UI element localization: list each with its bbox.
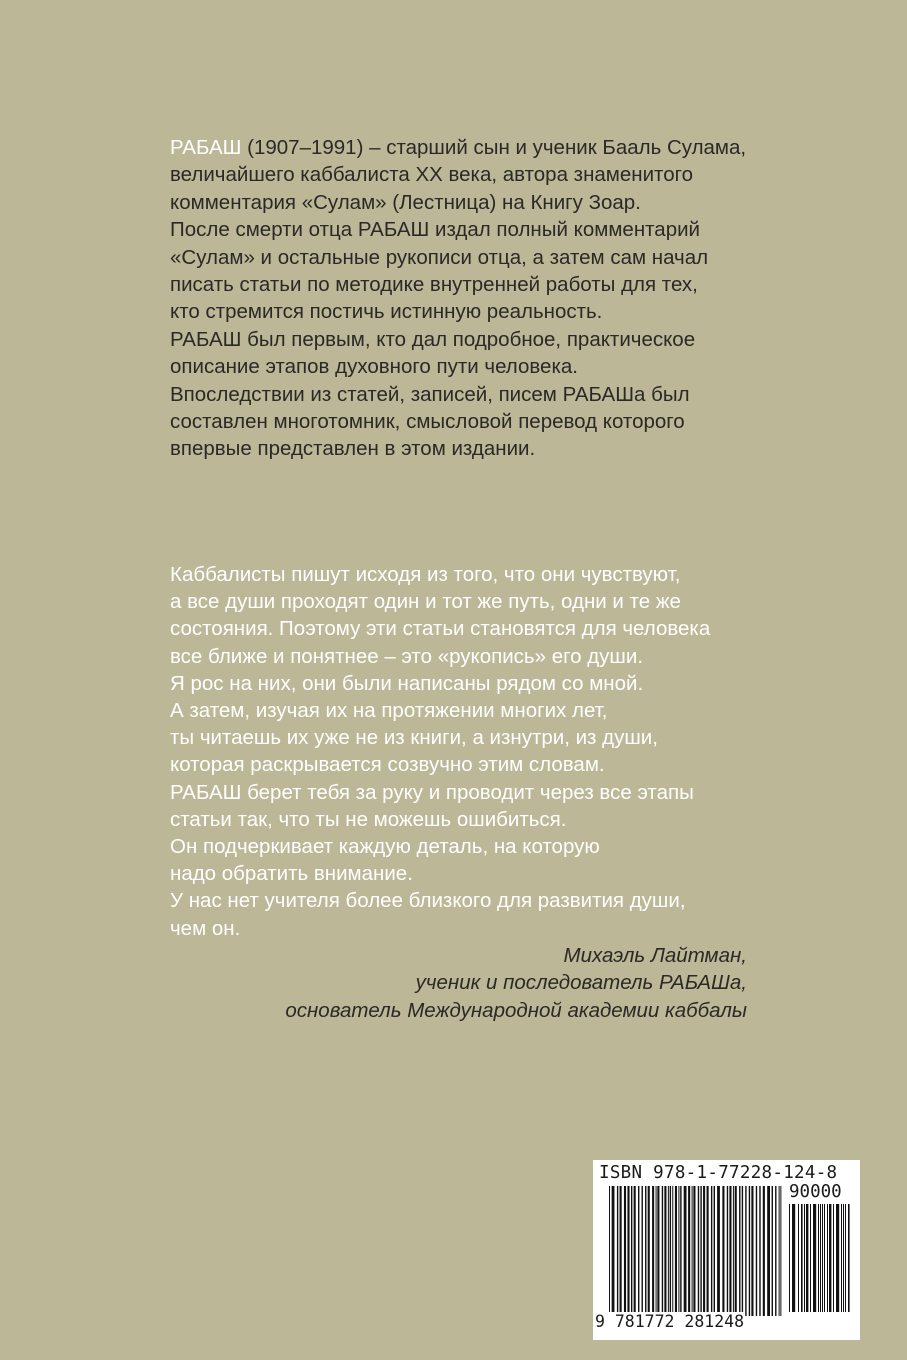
quote-line: состояния. Поэтому эти статьи становятся для человека (170, 617, 711, 641)
barcode-bar (612, 1186, 615, 1316)
barcode-bar (756, 1186, 757, 1316)
barcode-bar (804, 1204, 805, 1312)
barcode-bar (700, 1186, 701, 1316)
barcode-bar (843, 1204, 844, 1312)
barcode-bar (833, 1204, 834, 1312)
barcode-bar (848, 1204, 850, 1312)
barcode-bar (707, 1186, 709, 1316)
quote-line: чем он. (170, 916, 241, 940)
barcode-bar (627, 1186, 629, 1316)
barcode-bar (670, 1186, 671, 1316)
quote-line: Я рос на них, они были написаны рядом со мной. (170, 671, 644, 695)
barcode-bar (648, 1186, 650, 1316)
quote-line: все ближе и понятнее – это «рукопись» его души. (170, 644, 644, 668)
barcode-bar (779, 1186, 780, 1316)
isbn-number: ISBN 978-1-77228-124-8 (599, 1163, 838, 1183)
bio-line-2: величайшего каббалиста XX века, автора знаменитого (170, 163, 694, 187)
isbn-barcode (593, 1160, 860, 1340)
barcode-bar (841, 1204, 842, 1312)
barcode-bar (634, 1186, 636, 1316)
barcode-bar (806, 1204, 808, 1312)
barcode-bar (645, 1186, 646, 1316)
quote-line: У нас нет учителя более близкого для развития души, (170, 889, 686, 913)
bio-line-12: впервые представлен в этом издании. (170, 437, 536, 461)
bio-line-9: описание этапов духовного пути человека. (170, 355, 578, 379)
barcode-bar (638, 1186, 639, 1316)
barcode-bar (714, 1186, 715, 1316)
quote-signature (147, 942, 747, 1024)
barcode-bar (680, 1186, 681, 1316)
barcode-bar (652, 1186, 654, 1316)
barcode-bar (792, 1204, 795, 1312)
quote-line: которая раскрывается созвучно этим словам. (170, 753, 605, 777)
barcode-bar (698, 1186, 699, 1316)
barcode-bar (824, 1204, 825, 1312)
quote-block (170, 561, 790, 942)
quote-line: Каббалисты пишут исходя из того, что они чувствуют, (170, 563, 681, 586)
barcode-bar (656, 1186, 657, 1316)
bio-line-8: РАБАШ был первым, кто дал подробное, практическое (170, 327, 696, 351)
quote-line: РАБАШ берет тебя за руку и проводит через все этапы (170, 780, 694, 804)
barcode-bar (727, 1186, 728, 1316)
barcode-bar (745, 1186, 746, 1316)
barcode-bar (729, 1186, 731, 1316)
barcode-bar (810, 1204, 811, 1312)
barcode-bar (775, 1186, 776, 1316)
barcode-bar (733, 1186, 734, 1316)
barcode-bar (642, 1186, 643, 1316)
bio-line-6: писать статьи по методике внутренней работы для тех, (170, 273, 698, 297)
barcode-bar (668, 1186, 669, 1316)
signature-name: Михаэль Лайтман, (563, 944, 747, 967)
barcode-bar (657, 1186, 659, 1316)
barcode-bar (631, 1186, 632, 1316)
barcode-bar (609, 1186, 610, 1316)
barcode-bar (767, 1186, 770, 1316)
barcode-bar (739, 1186, 740, 1316)
barcode-bar (742, 1186, 743, 1316)
barcode-bar (735, 1186, 737, 1316)
author-bio (170, 134, 790, 463)
barcode-bar (751, 1186, 753, 1316)
addon-barcode-bars (789, 1204, 851, 1312)
barcode-bar (759, 1186, 760, 1316)
bio-line-1-rest: (1907–1991) – старший сын и ученик Бааль Сулама, (241, 136, 747, 159)
quote-line: статьи так, что ты не можешь ошибиться. (170, 807, 567, 831)
bio-line-1 (170, 134, 790, 161)
barcode-bar (818, 1204, 819, 1312)
quote-line: ты читаешь их уже не из книги, а изнутри, из души, (170, 726, 658, 750)
bio-line-5: «Сулам» и остальные рукописи отца, а затем сам начал (170, 245, 709, 269)
barcode-bar (617, 1186, 618, 1316)
bio-line-7: кто стремится постичь истинную реальность. (170, 300, 603, 324)
quote-line: А затем, изучая их на протяжении многих лет, (170, 699, 608, 723)
barcode-bar (789, 1204, 790, 1312)
barcode-bar (801, 1204, 803, 1312)
barcode-bar (749, 1186, 750, 1316)
barcode-addon-number: 90000 (789, 1182, 842, 1202)
barcode-bar (836, 1204, 839, 1312)
bio-line-3: комментария «Сулам» (Лестница) на Книгу Зоар. (170, 190, 641, 214)
barcode-bar (820, 1204, 821, 1312)
barcode-bar (692, 1186, 693, 1316)
barcode-bar (763, 1186, 765, 1316)
quote-line: надо обратить внимание. (170, 862, 413, 886)
barcode-bar (822, 1204, 823, 1312)
barcode-bar (722, 1186, 724, 1316)
barcode-bar (717, 1186, 720, 1316)
barcode-bar (780, 1186, 781, 1316)
barcode-bar (675, 1186, 677, 1316)
quote-line: а все души проходят один и тот же путь, одни и те же (170, 590, 681, 614)
barcode-bar (703, 1186, 705, 1316)
barcode-bar (688, 1186, 690, 1316)
signature-title: основатель Международной академии каббалы (285, 998, 747, 1022)
barcode-bar (620, 1186, 622, 1316)
barcode-bar (711, 1186, 712, 1316)
barcode-bar (827, 1204, 828, 1312)
barcode-bar (829, 1204, 831, 1312)
barcode-bar (672, 1186, 673, 1316)
bio-line-10: Впоследствии из статей, записей, писем РАБАШа был (170, 382, 690, 406)
signature-role: ученик и последователь РАБАШа, (415, 971, 747, 995)
barcode-bar (772, 1186, 773, 1316)
barcode-bar (813, 1204, 816, 1312)
barcode-bar (662, 1186, 663, 1316)
barcode-bar (678, 1186, 679, 1316)
barcode-bar (664, 1186, 666, 1316)
quote-line: Он подчеркивает каждую деталь, на которую (170, 835, 600, 859)
bio-name-accent: РАБАШ (170, 136, 242, 159)
bio-line-4: После смерти отца РАБАШ издал полный комментарий (170, 218, 700, 242)
barcode-bar (845, 1204, 846, 1312)
bio-line-11: составлен многотомник, смысловой перевод которого (170, 410, 685, 434)
barcode-bar (624, 1186, 626, 1316)
barcode-bar (798, 1204, 799, 1312)
barcode-bar (693, 1186, 695, 1316)
barcode-bar (684, 1186, 687, 1316)
ean-barcode-bars (609, 1186, 783, 1316)
ean-digits: 9 781772 281248 (595, 1312, 745, 1331)
